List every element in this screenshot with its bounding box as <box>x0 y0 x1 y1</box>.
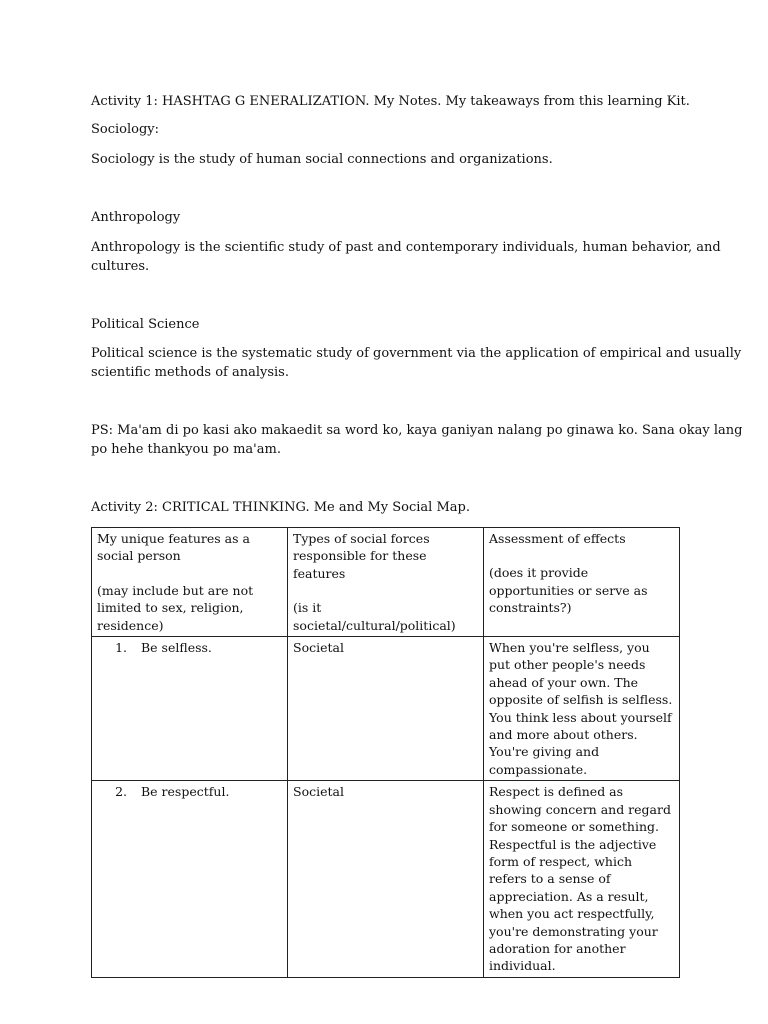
assessment-cell: When you're selfless, you put other people's needs ahead of your own. The opposite of selfish is selfless. You think less about yourself and more about others. You're giving and compassionate. <box>484 637 680 781</box>
table-row <box>92 637 680 781</box>
header-note: (does it provide opportunities or serve as constraints?) <box>489 565 648 616</box>
table-header-row <box>92 528 680 637</box>
force-cell: Societal <box>288 781 484 977</box>
activity2-heading: Activity 2: CRITICAL THINKING. Me and My Social Map. <box>91 500 470 515</box>
polsci-label: Political Science <box>91 317 200 332</box>
header-title: Assessment of effects <box>489 531 626 546</box>
polsci-text-line1: Political science is the systematic study of government via the application of empirical and usually <box>91 346 742 361</box>
feature-cell <box>92 781 288 977</box>
header-note: (is it societal/cultural/political) <box>293 600 456 633</box>
feature-cell <box>92 637 288 781</box>
activity1-heading: Activity 1: HASHTAG G ENERALIZATION. My Notes. My takeaways from this learning Kit. <box>91 94 690 109</box>
polsci-text-line2: scientific methods of analysis. <box>91 365 289 380</box>
row-number: 2. <box>115 784 127 800</box>
ps-note-line1: PS: Ma'am di po kasi ako makaedit sa word ko, kaya ganiyan nalang po ginawa ko. Sana okay lang <box>91 423 743 438</box>
anthropology-text-line2: cultures. <box>91 259 150 274</box>
header-note: (may include but are not limited to sex, religion, residence) <box>97 582 254 633</box>
feature-text: Be selfless. <box>141 640 212 656</box>
social-map-table <box>91 527 680 978</box>
table-row <box>92 781 680 977</box>
assessment-cell: Respect is defined as showing concern and regard for someone or something. Respectful is the adjective form of respect, which refers to a sense of appreciation. As a result, when you act respectfully, you're demonstrating your adoration for another individual. <box>484 781 680 977</box>
sociology-text: Sociology is the study of human social connections and organizations. <box>91 152 553 167</box>
header-title: Types of social forces responsible for these features <box>293 531 430 581</box>
ps-note-line2: po hehe thankyou po ma'am. <box>91 442 281 457</box>
sociology-label: Sociology: <box>91 122 160 137</box>
header-cell-assessment <box>484 528 680 637</box>
header-cell-forces <box>288 528 484 637</box>
row-number: 1. <box>115 640 127 656</box>
anthropology-text-line1: Anthropology is the scientific study of past and contemporary individuals, human behavior, and <box>91 240 721 255</box>
anthropology-label: Anthropology <box>91 210 181 225</box>
header-cell-features <box>92 528 288 637</box>
header-title: My unique features as a social person <box>97 531 250 564</box>
feature-text: Be respectful. <box>141 784 230 800</box>
force-cell: Societal <box>288 637 484 781</box>
